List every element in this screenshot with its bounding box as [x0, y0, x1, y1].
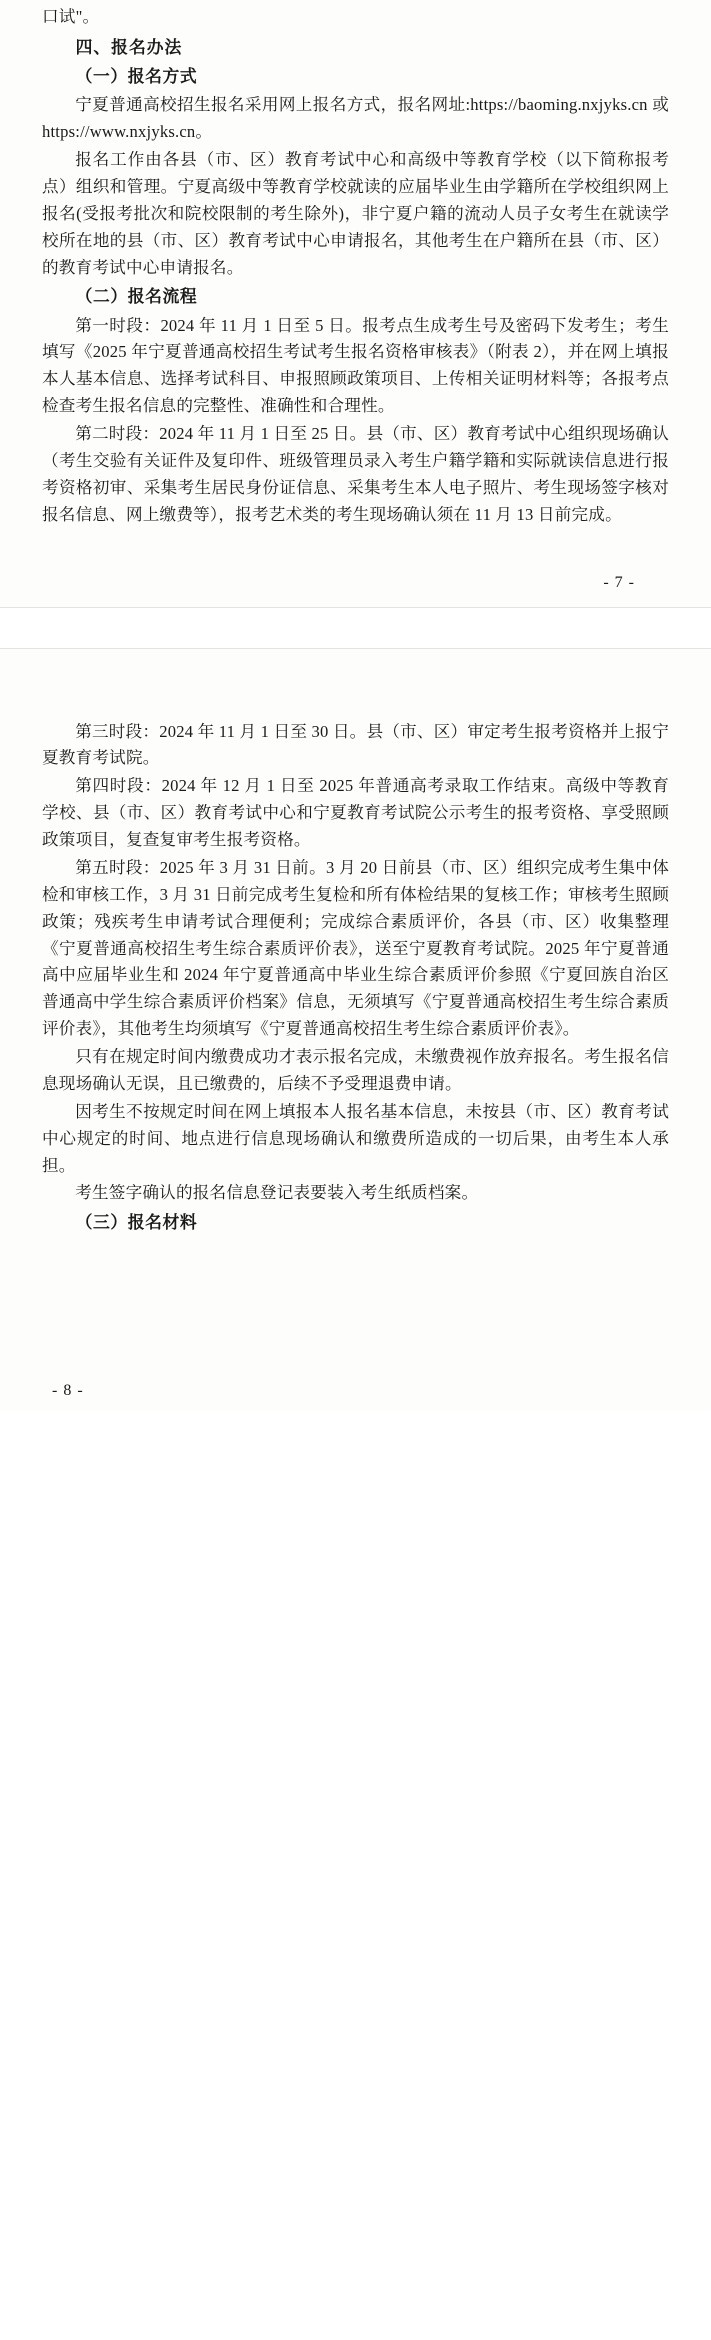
- paragraph-payment-requirement: 只有在规定时间内缴费成功才表示报名完成，未缴费视作放弃报名。考生报名信息现场确认无误，且已缴费的，后续不予受理退费申请。: [42, 1047, 669, 1093]
- subsection-heading-registration-mode: （一）报名方式: [75, 67, 198, 87]
- paragraph-archive-notice: 考生签字确认的报名信息登记表要装入考生纸质档案。: [75, 1183, 479, 1203]
- page-number-8: - 8 -: [52, 1382, 84, 1400]
- paragraph-online-registration-url: 宁夏普通高校招生报名采用网上报名方式，报名网址:https://baoming.nxjyks.cn 或 https://www.nxjyks.cn。: [42, 95, 669, 142]
- subsection-heading-registration-process: （二）报名流程: [75, 287, 198, 307]
- paragraph-stage-three: 第三时段：2024 年 11 月 1 日至 30 日。县（市、区）审定考生报考资格并上报宁夏教育考试院。: [42, 721, 669, 768]
- paragraph-responsibility-notice: 因考生不按规定时间在网上填报本人报名基本信息，未按县（市、区）教育考试中心规定的时间、地点进行信息现场确认和缴费所造成的一切后果，由考生本人承担。: [42, 1101, 669, 1175]
- page-separator: [0, 607, 711, 649]
- paragraph-registration-organization: 报名工作由各县（市、区）教育考试中心和高级中等教育学校（以下简称报考点）组织和管理。宁夏高级中等教育学校就读的应届毕业生由学籍所在学校组织网上报名(受报考批次和院校限制的考生除外)，非宁夏户籍的流动人员子女考生在就读学校所在地的县（市、区）教育考试中心申请报名，其他考生在户籍所在县（市、区）的教育考试中心申请报名。: [42, 150, 669, 277]
- document-page-8: [0, 649, 711, 1412]
- page-bottom-spacer: [42, 530, 669, 544]
- section-heading-registration-methods: 四、报名办法: [75, 37, 183, 57]
- paragraph-stage-four: 第四时段：2024 年 12 月 1 日至 2025 年普通高考录取工作结束。高级中等教育学校、县（市、区）教育考试中心和宁夏教育考试院公示考生的报考资格、享受照顾政策项目，复查复审考生报考资格。: [42, 776, 669, 850]
- paragraph-stage-five: 第五时段：2025 年 3 月 31 日前。3 月 20 日前县（市、区）组织完成考生集中体检和审核工作，3 月 31 日前完成考生复检和所有体检结果的复核工作；审核考生照顾政策；残疾考生申请考试合理便利；完成综合素质评价，各县（市、区）收集整理《宁夏普通高校招生考生综合素质评价表》，送至宁夏教育考试院。2025 年宁夏普通高中应届毕业生和 2024 年宁夏普通高中毕业生综合素质评价参照《宁夏回族自治区普通高中学生综合素质评价档案》信息，无须填写《宁夏普通高校招生考生综合素质评价表》，其他考生均须填写《宁夏普通高校招生考生综合素质评价表》。: [42, 857, 669, 1039]
- page-bottom-spacer-2: [42, 1238, 669, 1358]
- page-number-7: - 7 -: [603, 573, 635, 591]
- document-page-7: [0, 0, 711, 607]
- paragraph-stage-one: 第一时段：2024 年 11 月 1 日至 5 日。报考点生成考生号及密码下发考生；考生填写《2025 年宁夏普通高校招生考试考生报名资格审核表》（附表 2），并在网上填报本人基本信息、选择考试科目、申报照顾政策项目、上传相关证明材料等；各报考点检查考生报名信息的完整性、准确性和合理性。: [42, 315, 669, 416]
- paragraph-stage-two: 第二时段：2024 年 11 月 1 日至 25 日。县（市、区）教育考试中心组织现场确认（考生交验有关证件及复印件、班级管理员录入考生户籍学籍和实际就读信息进行报考资格初审、采集考生居民身份证信息、采集考生本人电子照片、考生现场签字核对报名信息、网上缴费等），报考艺术类的考生现场确认须在 11 月 13 日前完成。: [42, 424, 669, 524]
- subsection-heading-registration-materials: （三）报名材料: [75, 1213, 198, 1233]
- fragment-line: 口试"。: [42, 7, 100, 26]
